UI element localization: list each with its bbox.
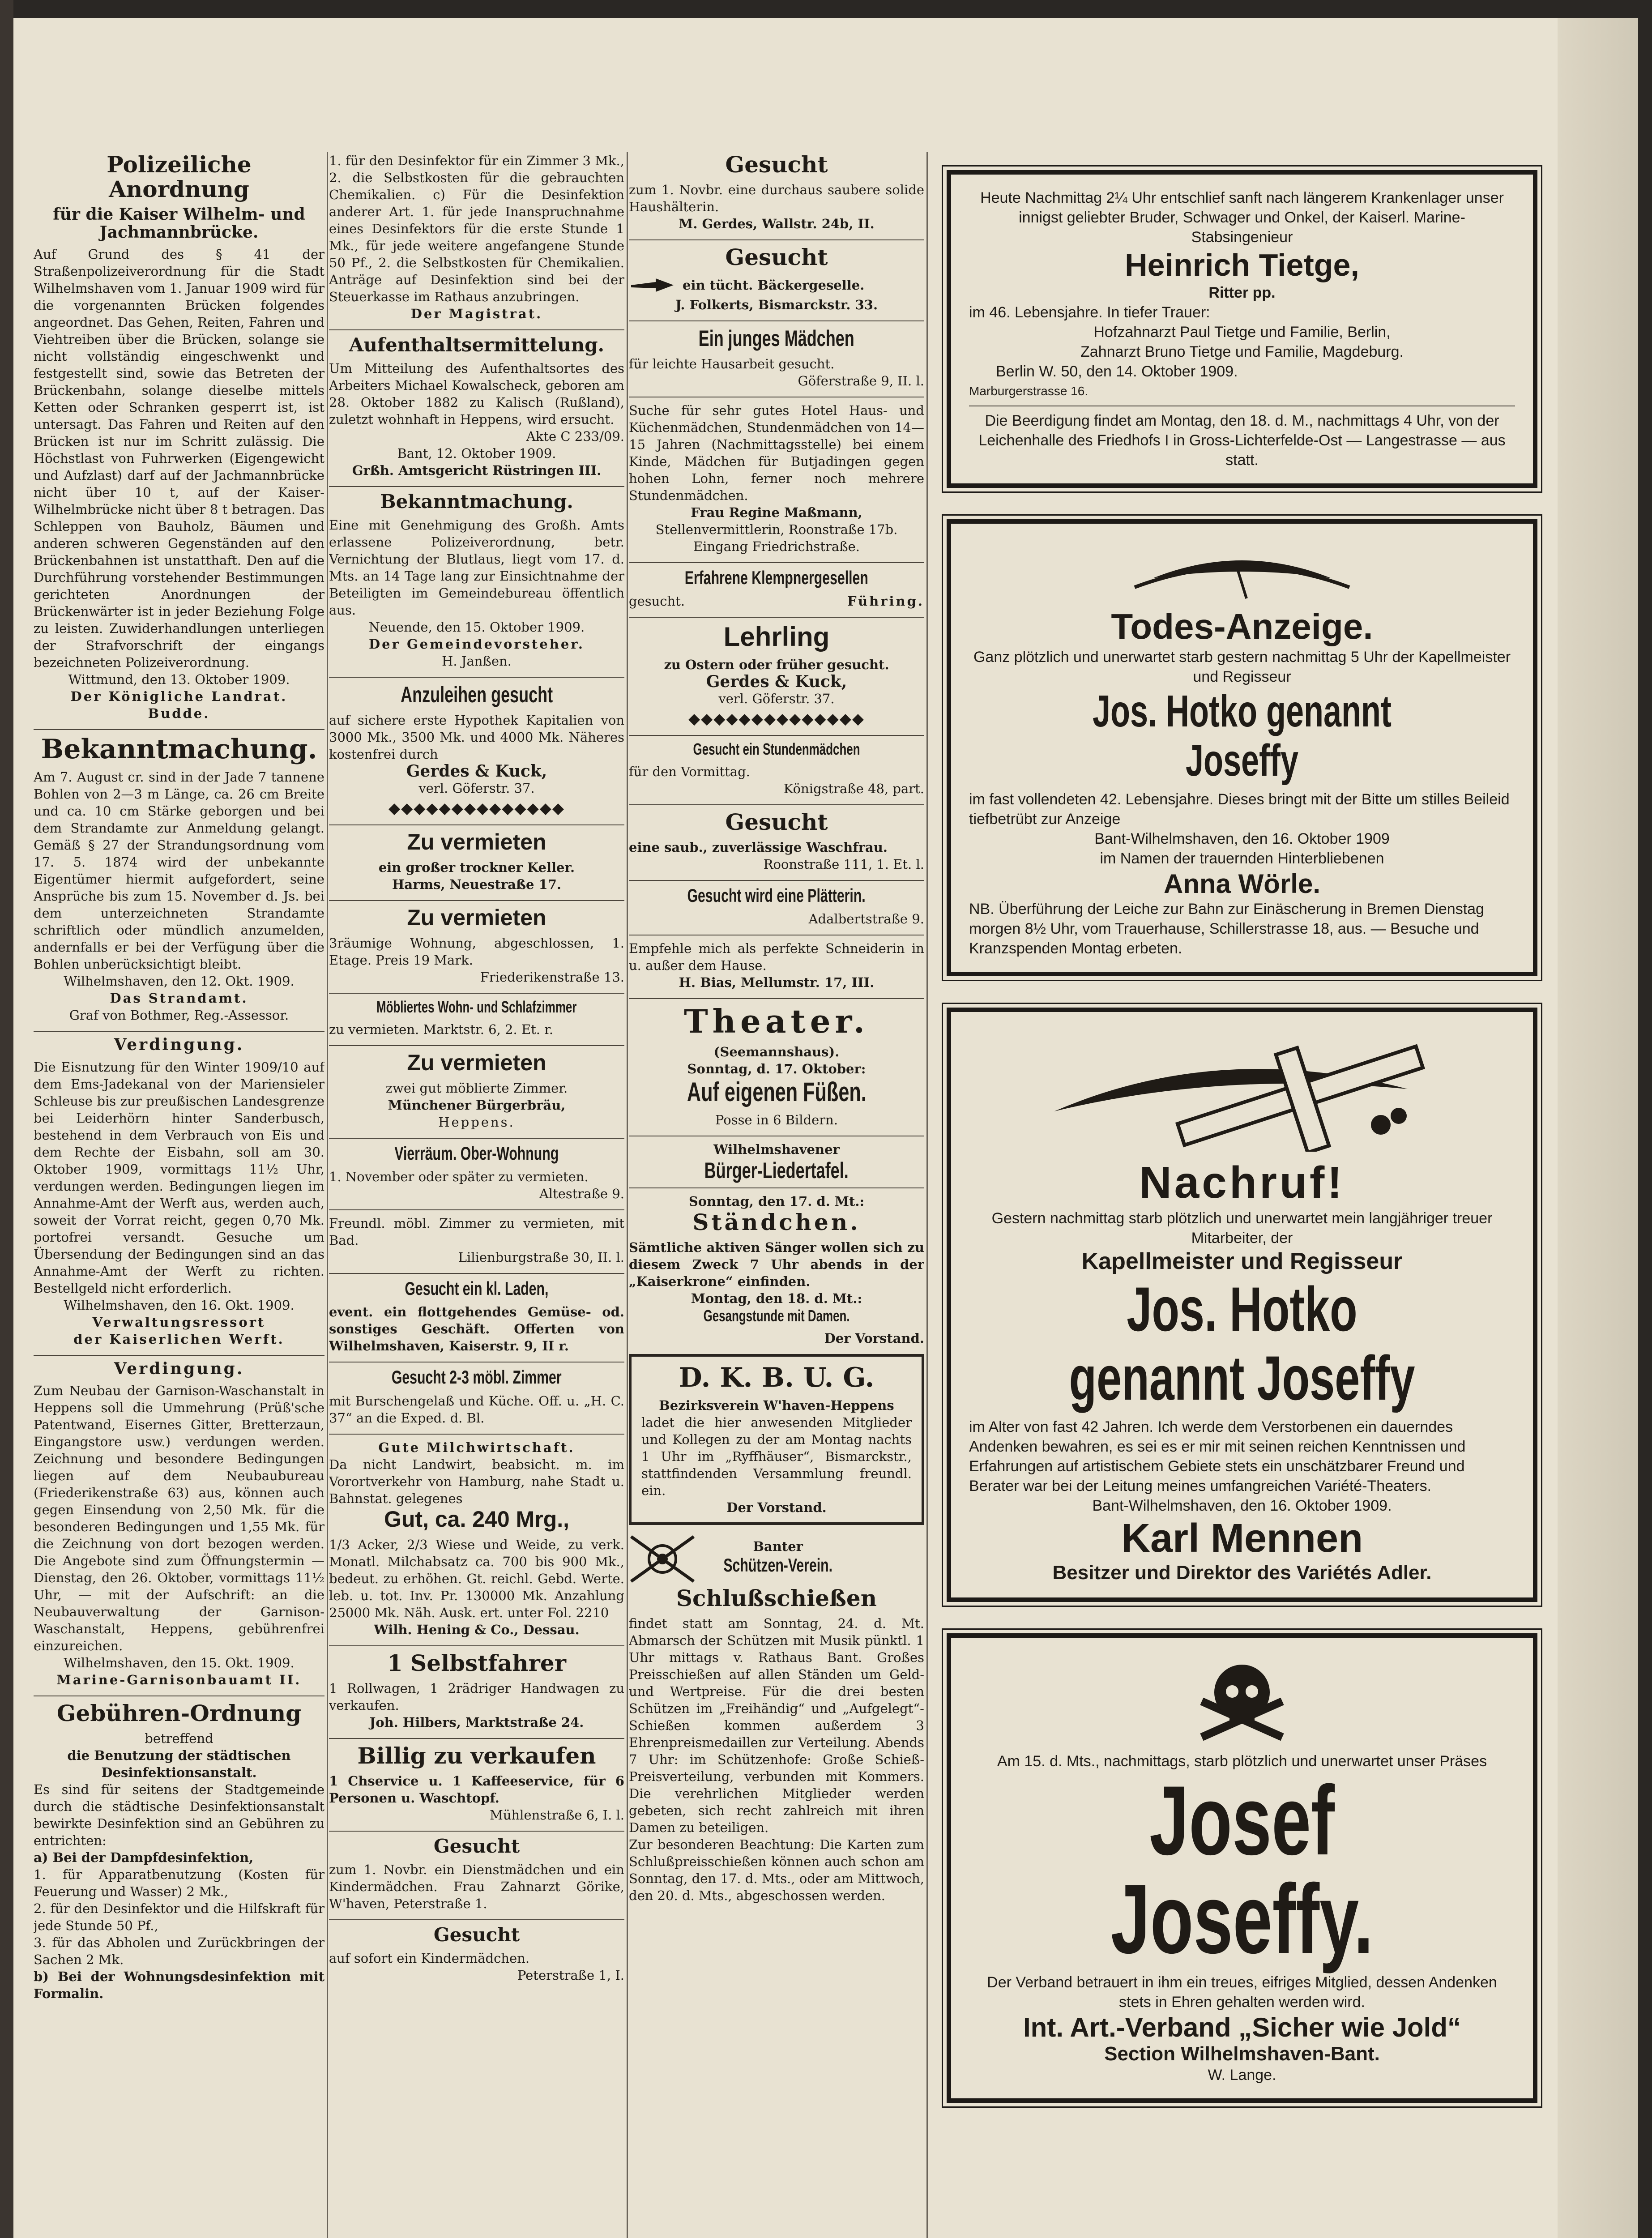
- palm-frond-icon: [1126, 542, 1358, 601]
- notice-fee-schedule: [34, 1701, 324, 2002]
- notice-title: Aufenthaltsermittelung.: [349, 334, 605, 356]
- memorial-role: Kapellmeister und Regisseur: [1081, 1248, 1403, 1274]
- ad-union-box: [629, 1354, 924, 1525]
- ad-rent-rooms: [329, 1051, 624, 1131]
- ad-event: Schlußschießen: [676, 1585, 877, 1611]
- ad-baker: [629, 245, 924, 313]
- obituary-signer: W. Lange.: [1208, 2067, 1276, 2084]
- notice-body: Eine mit Genehmigung des Großh. Amts erlassene Polizeiverordnung, betr. Vernichtung der Blutlaus, liegt vom 17. d. Mts. an 14 Tage lang zur Einsichtnahme der Beteiligten im Gemeindebureau öffentlich aus.: [329, 517, 624, 618]
- notice-announcement-2: [329, 491, 624, 670]
- divider: [329, 1273, 624, 1274]
- notice-body: Ganz plötzlich und unerwartet starb gestern nachmittag 5 Uhr der Kapellmeister und Regisseur: [973, 649, 1511, 685]
- notice-police-order: [34, 152, 324, 722]
- divider: [329, 1138, 624, 1139]
- ad-title: Bürger-Liedertafel.: [704, 1158, 849, 1183]
- notice-body: Auf Grund des § 41 der Straßenpolizeiverordnung für die Stadt Wilhelmshaven vom 1. Januar 1909 wird für die vorgenannten Brücken folgendes angeordnet. Das Gehen, Reiten, Fahren und Viehtreiben über die Brücken, solange sie nicht vollständig eingeschwenkt und festgestellt sind, sowie das Betreten der Brückenbahn, solange dieselbe mittels Ketten oder Schranken gesperrt ist, ist untersagt. Das Fahren und Reiten auf den Brücken ist nur im Schritt zulässig. Die Höchstlast von Fuhrwerken (Eigengewicht und Aufzlast) darf auf der Jachmannbrücke nicht über 10 t, auf der Kaiser-Wilhelmbrücke nicht über 8 t betragen. Das Schleppen von Bauholz, Bäumen und anderen schweren Gegenständen auf den Brückenbahnen ist unstatthaft. Den auf die Durchführung vorstehender Bestimmungen gerichteten Anordnungen der Brückenwärter ist in jeder Beziehung Folge zu leisten. Zuwiderhandlungen unterliegen der Strafvorschrift der eingangs bezeichneten Polizeiverordnung.: [34, 247, 324, 671]
- ad-title: Anzuleihen gesucht: [400, 682, 553, 708]
- ad-body: gesucht.: [629, 594, 685, 609]
- notice-body: Am 7. August cr. sind in der Jade 7 tannene Bohlen von 2—3 m Länge, ca. 26 cm Breite und ca. 10 cm Stärke geborgen und bei dem Strandamte zur Anmeldung gelangt. Gemäß § 27 der Strandungsordnung vom 17. 5. 1874 wird der unbekannte Eigentümer hiermit aufgefordert, seine Ansprüche bis zum 15. November d. Js. bei dem unterzeichneten Strandamte schriftlich oder mündlich anzumelden, andernfalls er bei der Verfügung über die Bohlen unberücksichtigt bleibt.: [34, 769, 324, 972]
- ad-title: Zu vermieten: [407, 905, 546, 931]
- ad-role: Stellenvermittlerin, Roonstraße 17b. Eingang Friedrichstraße.: [655, 522, 898, 554]
- notice-body: Zum Neubau der Garnison-Waschanstalt in Heppens soll die Ummehrung (Prüß'sche Patentwand, Eisernes Gitter, Bretterzaun, Eingangstore usw.) verdungen werden. Zeichnung und besondere Bedingungen liegen auf dem Neubaubureau (Friederikenstraße 63) aus, können auch gegen Einsendung von 2,50 Mk. für die besonderen Bedingungen und 1,55 Mk. für die Zeichnung von dort bezogen werden. Die Angebote sind zum Öffnungstermin — Dienstag, den 26. Oktober, vormittags 11½ Uhr, — mit der Aufschrift: an die Neubauverwaltung der Garnison-Waschanstalt, Heppens, gebührenfrei einzureichen.: [34, 1383, 324, 1654]
- ad-title: Gesucht: [433, 1923, 520, 1946]
- memorial-signer-title: Besitzer und Direktor des Variétés Adler.: [1052, 1562, 1432, 1584]
- divider: [629, 804, 924, 805]
- notice-body: Am 15. d. Mts., nachmittags, starb plötzlich und unerwartet unser Präses: [997, 1753, 1487, 1770]
- notice-signature: der Kaiserlichen Werft.: [73, 1331, 285, 1347]
- ad-body: Sämtliche aktiven Sänger wollen sich zu diesem Zweck 7 Uhr abends in der „Kaiserkrone“ einfinden.: [629, 1240, 924, 1290]
- ad-body: findet statt am Sonntag, 24. d. Mt. Abmarsch der Schützen mit Musik pünktl. 1 Uhr mittags v. Rathaus Bant. Großes Preisschießen auf allen Ständen um Geld- und Wertpreise. Für die drei besten Schützen im „Freihändig“ und „Aufgelegt“-Schießen kommen außerdem 3 Ehrenpreismedaillen zur Verteilung. Abends 7 Uhr: im Schützenhofe: Große Schieß-Preisverteilung, verbunden mit Kommers. Die verehrlichen Mitglieder werden gebeten, sich recht zahlreich mit ihren Damen zu beteiligen.: [629, 1615, 924, 1835]
- divider: [629, 998, 924, 999]
- ad-signature: Der Vorstand.: [726, 1499, 827, 1515]
- notice-subtitle: betreffend: [145, 1731, 213, 1747]
- ad-body: zwei gut möblierte Zimmer.: [385, 1080, 568, 1096]
- divider: [329, 329, 624, 330]
- divider: [629, 320, 924, 321]
- ad-nanny-wanted: [329, 1925, 624, 1984]
- ad-date: Sonntag, d. 17. Oktober:: [687, 1061, 866, 1077]
- ad-firm: Gerdes & Kuck,: [706, 672, 847, 692]
- column-2: [329, 152, 624, 2238]
- ad-address: J. Folkerts, Bismarckstr. 33.: [675, 297, 878, 312]
- ad-address: verl. Göferstr. 37.: [718, 691, 835, 707]
- fee-item: 2. für den Desinfektor und die Hilfskraft für jede Stunde 50 Pf.,: [34, 1901, 324, 1934]
- mourner: Hofzahnarzt Paul Tietge und Familie, Berlin,: [1093, 324, 1391, 341]
- notice-address: Marburgerstrasse 16.: [969, 384, 1089, 398]
- notice-body: Es sind für seitens der Stadtgemeinde durch die städtische Desinfektionsanstalt bewirkte Desinfektion sind an Gebühren zu entrichten:: [34, 1782, 324, 1849]
- notice-title: Polizeiliche Anordnung: [107, 152, 252, 202]
- ad-address: Friederikenstraße 13.: [480, 970, 624, 985]
- divider: [329, 677, 624, 678]
- ad-body: Empfehle mich als perfekte Schneiderin in u. außer dem Hause.: [629, 940, 924, 973]
- ad-plumbers: [629, 568, 924, 610]
- memorial-signer: Karl Mennen: [1121, 1516, 1363, 1561]
- ad-body: auf sichere erste Hypothek Kapitalien von 3000 Mk., 3500 Mk. und 4000 Mk. Näheres kostenfrei durch: [329, 713, 624, 762]
- ad-highlight: Gut, ca. 240 Mrg.,: [384, 1506, 569, 1532]
- ad-title: D. K. B. U. G.: [679, 1362, 875, 1393]
- obituary-name: Heinrich Tietge,: [1125, 248, 1359, 282]
- column-rule: [926, 152, 928, 2238]
- diamond-rule: ◆◆◆◆◆◆◆◆◆◆◆◆◆◆: [388, 799, 565, 818]
- ad-rooms-wanted: [329, 1367, 624, 1426]
- column-1: [34, 152, 324, 2238]
- organisation-section: Section Wilhelmshaven-Bant.: [1104, 2043, 1380, 2065]
- ad-address: Altestraße 9.: [539, 1186, 624, 1202]
- ad-young-girl: [629, 326, 924, 389]
- notice-signature: Verwaltungsressort: [92, 1314, 266, 1330]
- notice-subtitle: für die Kaiser Wilhelm- und Jachmannbrücke.: [53, 205, 305, 242]
- notice-body: im 46. Lebensjahre. In tiefer Trauer:: [969, 304, 1210, 321]
- notice-whereabouts: [329, 335, 624, 479]
- divider: [629, 562, 924, 563]
- divider: [329, 1209, 624, 1210]
- ad-firm: Wilh. Hening & Co., Dessau.: [374, 1622, 580, 1637]
- notice-announcement: [34, 735, 324, 1024]
- ad-firm: Münchener Bürgerbräu,: [388, 1097, 566, 1113]
- notice-date: Bant-Wilhelmshaven, den 16. Oktober 1909.: [1092, 1497, 1392, 1514]
- ad-housekeeper: [629, 152, 924, 232]
- notice-title: Bekanntmachung.: [380, 491, 573, 513]
- notice-body: Der Verband betrauert in ihm ein treues, eifriges Mitglied, dessen Andenken stets in Ehren gehalten werden wird.: [987, 1974, 1497, 2011]
- ad-shop-wanted: [329, 1278, 624, 1354]
- ad-title: Gesucht ein kl. Laden,: [405, 1278, 549, 1299]
- ad-address: H. Bias, Mellumstr. 17, III.: [679, 974, 875, 990]
- ad-body: zu vermieten. Marktstr. 6, 2. Et. r.: [329, 1021, 554, 1037]
- ad-shooting-club: [629, 1532, 924, 1904]
- ad-body: auf sofort ein Kindermädchen.: [329, 1950, 530, 1966]
- ad-body: 1. November oder später zu vermieten.: [329, 1169, 589, 1185]
- notice-date: Bant, 12. Oktober 1909.: [397, 446, 556, 461]
- ad-body: 1 Chservice u. 1 Kaffeeservice, für 6 Personen u. Waschtopf.: [329, 1773, 624, 1806]
- ad-rent-flat: [329, 905, 624, 986]
- ad-furnished-room: [329, 998, 624, 1038]
- ad-title: Gesucht: [725, 808, 828, 835]
- ad-address: Joh. Hilbers, Marktstraße 24.: [369, 1714, 584, 1730]
- ad-subtitle: (Seemannshaus).: [713, 1044, 840, 1060]
- ad-title: Theater.: [684, 1002, 869, 1040]
- ad-body: 3räumige Wohnung, abgeschlossen, 1. Etage. Preis 19 Mark.: [329, 935, 624, 968]
- ad-title: Gute Milchwirtschaft.: [378, 1439, 575, 1455]
- divider: [629, 880, 924, 881]
- obituary-hotko: [947, 519, 1537, 976]
- bakery-hand-icon: [629, 274, 678, 296]
- ad-address: Göferstraße 9, II. l.: [798, 373, 924, 389]
- fee-item: 3. für das Abholen und Zurückbringen der Sachen 2 Mk.: [34, 1935, 324, 1968]
- divider: [329, 1738, 624, 1739]
- ad-loan: [329, 682, 624, 817]
- ad-bicycle: [329, 1651, 624, 1731]
- mourner: Zahnarzt Bruno Tietge und Familie, Magdeburg.: [1080, 343, 1404, 360]
- notice-body: Heute Nachmittag 2¼ Uhr entschlief sanft nach längerem Krankenlager unser innigst geliebter Bruder, Schwager und Onkel, der Kaiserl. Marine-Stabsingenieur: [980, 189, 1504, 246]
- ad-subtitle: Bezirksverein W'haven-Heppens: [659, 1397, 894, 1413]
- ad-choir: [629, 1141, 924, 1347]
- divider: [329, 1045, 624, 1046]
- ad-body: für leichte Hausarbeit gesucht.: [629, 356, 835, 372]
- divider: [34, 1355, 324, 1356]
- ad-title: Billig zu verkaufen: [357, 1742, 596, 1769]
- ad-body: ladet die hier anwesenden Mitglieder und Kollegen zu der am Montag nachts 1 Uhr im „Ryffhäuser“, Bismarckstr., stattfindenden Versammlung freundl. ein.: [641, 1414, 912, 1498]
- ad-maid-wanted: [329, 1836, 624, 1912]
- ad-body: für den Vormittag.: [629, 764, 750, 779]
- ad-title: Möbliertes Wohn- und Schlafzimmer: [376, 998, 577, 1016]
- fee-item: b) Bei der Wohnungsdesinfektion mit Formalin.: [34, 1969, 324, 2002]
- ad-title: Gesucht 2-3 möbl. Zimmer: [392, 1367, 562, 1388]
- ad-title: Ein junges Mädchen: [698, 326, 855, 351]
- ad-title: Gesucht: [725, 152, 828, 178]
- notice-signature: Der Königliche Landrat.: [70, 689, 288, 705]
- ad-title: 1 Selbstfahrer: [387, 1649, 567, 1676]
- ad-cheap-sale: [329, 1743, 624, 1824]
- ad-pretitle: Wilhelmshavener: [713, 1142, 840, 1157]
- ad-body: Suche für sehr gutes Hotel Haus- und Küchenmädchen, Stundenmädchen von 14—15 Jahren (Nachmittagsstelle) bei einem Kinde, Mädchen für Butjadingen gegen hohen Lohn, ferner noch mehrere Stundenmädchen.: [629, 403, 924, 503]
- notice-subtitle: die Benutzung der städtischen Desinfektionsanstalt.: [67, 1748, 291, 1781]
- ad-address: verl. Göferstr. 37.: [418, 781, 535, 796]
- memorial-hotko: [947, 1008, 1537, 1602]
- column-3: [629, 152, 924, 2238]
- obituary-tietge: [947, 170, 1537, 488]
- ad-event: Gesangstunde mit Damen.: [703, 1307, 850, 1325]
- diamond-rule: ◆◆◆◆◆◆◆◆◆◆◆◆◆◆: [688, 710, 865, 728]
- notice-signature: Marine-Garnisonbauamt II.: [56, 1672, 302, 1688]
- notice-date: Neuende, den 15. Oktober 1909.: [368, 619, 585, 635]
- notice-signature: Der Gemeindevorsteher.: [368, 636, 585, 652]
- notice-body: Die Eisnutzung für den Winter 1909/10 auf dem Ems-Jadekanal von der Mariensieler Schleuse bis zur preußischen Landesgrenze bei Leiderhörn hinter Sanderbusch, bestehend in dem Verbrauch von Eis und dem Rechte der Eisbahn, soll am 30. Oktober 1909, vormittags 11½ Uhr, verdungen werden. Bedingungen liegen im Annahme-Amt der Werft aus, werden auch, soweit der Vorrat reicht, gegen 0,70 Mk. portofrei versandt. Gesuche um Übersendung der Bedingungen sind an das Annahme-Amt der Werft zu richten. Bestellgeld nicht erforderlich.: [34, 1059, 324, 1296]
- divider: [629, 239, 924, 240]
- ad-play: Auf eigenen Füßen.: [687, 1077, 867, 1107]
- ad-address: Mühlenstraße 6, I. l.: [490, 1807, 624, 1823]
- ad-seamstress: [629, 940, 924, 991]
- notice-title: Gebühren-Ordnung: [56, 1700, 302, 1727]
- funeral-info: Die Beerdigung findet am Montag, den 18. d. M., nachmittags 4 Uhr, von der Leichenhalle des Friedhofs I in Gross-Lichterfelde-Ost — Langestrasse — aus statt.: [978, 412, 1506, 469]
- ad-rent-cellar: [329, 830, 624, 893]
- binding-edge: [0, 0, 13, 2238]
- notice-date: Wittmund, den 13. Oktober 1909.: [68, 672, 290, 688]
- divider: [329, 1831, 624, 1832]
- ad-body: ein tücht. Bäckergeselle.: [683, 278, 865, 293]
- ad-title: Lehrling: [723, 622, 830, 652]
- obituary-title: Ritter pp.: [1208, 284, 1276, 301]
- organisation-name: Int. Art.-Verband „Sicher wie Jold“: [1023, 2012, 1461, 2042]
- column-rule: [627, 152, 628, 2238]
- ad-estate-sale: [329, 1439, 624, 1638]
- ad-hourly-maid: [629, 740, 924, 797]
- ad-washerwoman: [629, 810, 924, 873]
- ad-friendly-room: [329, 1215, 624, 1266]
- ad-firm: Gerdes & Kuck,: [406, 762, 547, 781]
- ad-body: zu Ostern oder früher gesucht.: [664, 657, 889, 673]
- ad-signature: Der Vorstand.: [824, 1330, 924, 1346]
- divider: [34, 1031, 324, 1032]
- newspaper-page: [13, 18, 1638, 2238]
- divider: [329, 900, 624, 901]
- ad-title: Gesucht: [725, 244, 828, 270]
- ad-body: ein großer trockner Keller.: [378, 860, 575, 876]
- divider: [329, 1645, 624, 1646]
- ad-title: Zu vermieten: [407, 1050, 546, 1075]
- ad-title: Gesucht ein Stundenmädchen: [693, 740, 860, 759]
- notice-tender-laundry: [34, 1360, 324, 1689]
- ad-body: eine saub., zuverlässige Waschfrau.: [629, 839, 888, 855]
- notice-date: Berlin W. 50, den 14. Oktober 1909.: [996, 363, 1238, 380]
- divider: [629, 617, 924, 618]
- ad-body: zum 1. Novbr. eine durchaus saubere solide Haushälterin.: [629, 182, 924, 214]
- divider: [329, 486, 624, 487]
- notice-body: Um Mitteilung des Aufenthaltsortes des Arbeiters Michael Kowalscheck, geboren am 28. Oktober 1882 zu Kalisch (Rußland), zuletzt wohnhaft in Heppens, wird ersucht.: [329, 361, 624, 427]
- ad-date: Sonntag, den 17. d. Mt.:: [688, 1194, 865, 1209]
- notice-signer: Budde.: [148, 706, 210, 722]
- ad-title: Zu vermieten: [407, 829, 546, 855]
- notice-title: Verdingung.: [114, 1035, 244, 1055]
- notice-date: Wilhelmshaven, den 15. Okt. 1909.: [64, 1655, 295, 1671]
- ad-note: Zur besonderen Beachtung: Die Karten zum Schlußpreisschießen können auch schon am Sonntag, den 17. d. Mts., oder am Mittwoch, den 20. d. Mts., abgeschossen werden.: [629, 1837, 924, 1903]
- ad-date: Montag, den 18. d. Mt.:: [691, 1291, 862, 1307]
- divider: [629, 735, 924, 736]
- fee-item: 1. für Apparatbenutzung (Kosten für Feuerung und Wasser) 2 Mk.,: [34, 1867, 324, 1900]
- ad-body: 1 Rollwagen, 1 2rädriger Handwagen zu verkaufen.: [329, 1680, 624, 1713]
- ad-address: M. Gerdes, Wallstr. 24b, II.: [679, 216, 875, 231]
- ad-job-agency: [629, 402, 924, 555]
- column-rule: [327, 152, 328, 2238]
- divider: [329, 824, 624, 825]
- divider: [329, 1919, 624, 1920]
- ad-body: Da nicht Landwirt, beabsicht. m. im Vorortverkehr von Hamburg, nahe Stadt u. Bahnstat. gelegenes: [329, 1456, 624, 1506]
- skull-crossbones-icon: [1193, 1657, 1291, 1746]
- ad-note: Posse in 6 Bildern.: [715, 1112, 838, 1128]
- obituary-signer: Anna Wörle.: [1163, 869, 1320, 899]
- ad-body: event. ein flottgehendes Gemüse- od. sonstiges Geschäft. Offerten von Wilhelmshaven, Kaiserstr. 9, II r.: [329, 1304, 624, 1354]
- notice-date: Bant-Wilhelmshaven, den 16. Oktober 1909: [1094, 830, 1390, 847]
- notice-signature: Grßh. Amtsgericht Rüstringen III.: [352, 463, 602, 478]
- ad-body: zum 1. Novbr. ein Dienstmädchen und ein Kindermädchen. Frau Zahnarzt Görike, W'haven, Peterstraße 1.: [329, 1862, 624, 1911]
- notice-title: Verdingung.: [114, 1359, 244, 1378]
- rifles-target-icon: [629, 1532, 696, 1586]
- ad-place: Heppens.: [438, 1114, 515, 1130]
- ad-address: Harms, Neuestraße 17.: [392, 877, 561, 893]
- ad-address: Adalbertstraße 9.: [808, 911, 924, 927]
- notice-fee-continued: [329, 152, 624, 322]
- ad-title: Erfahrene Klempnergesellen: [684, 567, 869, 588]
- ad-name: Frau Regine Maßmann,: [691, 505, 862, 520]
- funeral-info: NB. Überführung der Leiche zur Bahn zur Einäscherung in Bremen Dienstag morgen 8½ Uhr, vom Trauerhause, Schillerstrasse 18, aus. — Besuche und Kranzspenden Montag erbeten.: [969, 901, 1484, 957]
- cross-with-palm-icon: [1041, 1031, 1443, 1152]
- ad-title: Vierräum. Ober-Wohnung: [394, 1142, 559, 1164]
- ad-ironer: [629, 885, 924, 927]
- notice-signature: Das Strandamt.: [110, 991, 248, 1006]
- notice-body: im fast vollendeten 42. Lebensjahre. Dieses bringt mit der Bitte um stilles Beileid tiefbetrübt zur Anzeige: [969, 791, 1510, 828]
- fee-item: a) Bei der Dampfdesinfektion,: [34, 1850, 254, 1866]
- page-edge: [1558, 18, 1638, 2238]
- ad-address: Königstraße 48, part.: [783, 781, 924, 796]
- ad-pretitle: Banter: [753, 1538, 803, 1554]
- divider: [34, 729, 324, 730]
- notice-body: 1. für den Desinfektor für ein Zimmer 3 Mk., 2. die Selbstkosten für die gebrauchten Chemikalien. c) Für die Desinfektion anderer Art. 1. für jede Inanspruchnahme eines Desinfektors für die erste Stunde 1 Mk., für jede weitere angefangene Stunde 50 Pf., 2. die Selbstkosten für Chemikalien. Anträge auf Desinfektion sind bei der Steuerkasse im Rathaus anzubringen.: [329, 153, 624, 304]
- ad-title: Schützen-Verein.: [723, 1554, 833, 1576]
- ad-title: Gesucht: [433, 1835, 520, 1857]
- ad-address: Roonstraße 111, 1. Et. l.: [763, 856, 924, 872]
- notice-reference: Akte C 233/09.: [526, 429, 624, 444]
- notice-body: im Alter von fast 42 Jahren. Ich werde dem Verstorbenen ein dauerndes Andenken bewahren, es sei es er mir mit seinen reichen Kenntnissen und Erfahrungen auf artistischem Gebiete stets ein unschätzbarer Freund und Berater war bei der Leitung meines umfangreichen Variété-Theaters.: [969, 1418, 1466, 1495]
- notice-date: Wilhelmshaven, den 12. Okt. 1909.: [64, 974, 295, 989]
- notice-body: Gestern nachmittag starb plötzlich und unerwartet mein langjähriger treuer Mitarbeiter, der: [991, 1210, 1493, 1247]
- ad-event: Ständchen.: [692, 1209, 861, 1236]
- ad-theater: [629, 1004, 924, 1128]
- divider: [329, 993, 624, 994]
- ad-body: Freundl. möbl. Zimmer zu vermieten, mit Bad.: [329, 1216, 624, 1248]
- notice-date: Wilhelmshaven, den 16. Okt. 1909.: [64, 1297, 295, 1313]
- notice-signer: Graf von Bothmer, Reg.-Assessor.: [69, 1008, 289, 1023]
- ad-body: mit Burschengelaß und Küche. Off. u. „H. C. 37“ an die Exped. d. Bl.: [329, 1393, 624, 1426]
- obituary-joseffy: [947, 1633, 1537, 2103]
- divider: [629, 1187, 924, 1188]
- obituary-title: Todes-Anzeige.: [1111, 606, 1373, 646]
- memorial-name: Jos. Hotko genannt Joseffy: [1069, 1274, 1415, 1413]
- notice-body: im Namen der trauernden Hinterbliebenen: [1100, 850, 1384, 867]
- ad-body: 1/3 Acker, 2/3 Wiese und Weide, zu verk. Monatl. Milchabsatz ca. 700 bis 900 Mk., bedeut. zu erhöhen. Gt. reichl. Gebd. Werte. leb. u. tot. Inv. Pr. 130000 Mk. Anzahlung 25000 Mk. Näh. Ausk. ert. unter Fol. 2210: [329, 1537, 624, 1620]
- ad-address: Peterstraße 1, I.: [517, 1967, 624, 1983]
- column-4: [929, 152, 1555, 2238]
- ad-title: Gesucht wird eine Plätterin.: [687, 884, 866, 906]
- obituary-name: Jos. Hotko genannt Joseffy: [1092, 686, 1392, 786]
- memorial-title: Nachruf!: [1139, 1157, 1345, 1208]
- notice-signer: H. Janßen.: [442, 653, 512, 669]
- ad-apprentice: [629, 622, 924, 728]
- obituary-name: Josef Joseffy.: [1110, 1765, 1374, 1974]
- notice-signature: Der Magistrat.: [410, 306, 543, 321]
- notice-tender-ice: [34, 1036, 324, 1348]
- ad-upper-flat: [329, 1143, 624, 1202]
- notice-title: Bekanntmachung.: [41, 734, 317, 765]
- ad-address: Führing.: [847, 594, 924, 609]
- divider: [329, 1434, 624, 1435]
- ad-address: Lilienburgstraße 30, II. l.: [458, 1250, 624, 1265]
